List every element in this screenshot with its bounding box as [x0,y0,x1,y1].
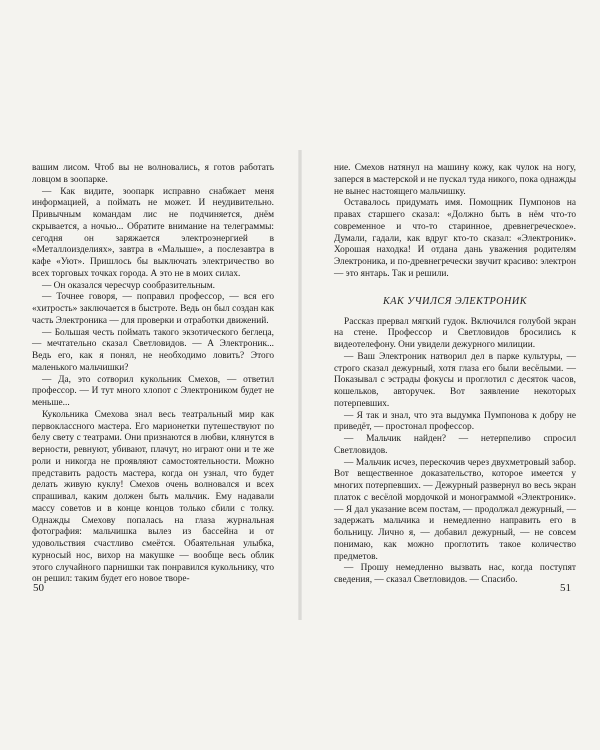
paragraph: Рассказ прервал мягкий гудок. Включился голубой экран на стене. Профессор и Светловидов бросились к видеотелефону. Они увидели дежурного милиции. [334,316,576,350]
paragraph: Кукольника Смехова знал весь театральный мир как первоклассного мастера. Его марионетки путешествуют по белу свету с театрами. Они признаются в любви, клянутся в верности, ревнуют, убивают, плачут, но играют они и те же роли и никогда не проявляют самостоятельности. Можно представить радость мастера, когда он узнал, что будет делать живую куклу! Смехов очень волновался и всех спрашивал, каким должен быть мальчик. Ему надавали массу советов и в конце концов только сбили с толку. Однажды Смехову попалась на глаза журнальная фотография: мальчишка вылез из бассейна и от удовольствия счастливо смеётся. Обаятельная улыбка, курносый нос, вихор на макушке — вообще весь облик этого случайного парнишки так понравился кукольнику, что он решил: таким будет его новое творе- [32,409,274,585]
page-number-right: 51 [560,582,571,594]
paragraph: — Большая честь поймать такого экзотического беглеца, — мечтательно сказал Светловидов. — А Электроник... Ведь его, как я понял, не необходимо ловить? Этого маленького мальчишки? [32,327,274,373]
paragraph: — Прошу немедленно вызвать нас, когда поступят сведения, — сказал Светловидов. — Спасибо. [334,563,576,585]
left-page-text [32,163,274,586]
paragraph: — Мальчик найден? — нетерпеливо спросил Светловидов. [334,434,576,456]
page-number-left: 50 [33,582,44,594]
paragraph: — Мальчик исчез, перескочив через двухметровый забор. Вот вещественное доказательство, которое имеется у многих потерпевших. — Дежурный развернул во весь экран платок с весёлой мордочкой и монограммой «Электроник». — Я дал указание всем постам, — продолжал дежурный, — задержать мальчика и немедленно направить его в больницу. Лично я, — добавил дежурный, — не совсем понимаю, как можно проглотить такое количество предметов. [334,457,576,562]
paragraph: — Точнее говоря, — поправил профессор, — вся его «хитрость» заключается в быстроте. Ведь он был создан как часть Электроника — для проверки и отработки движений. [32,292,274,326]
paragraph: ние. Смехов натянул на машину кожу, как чулок на ногу, заперся в мастерской и не пускал туда никого, пока однажды не вынес настоящего мальчишку. [334,163,576,197]
paragraph: Оставалось придумать имя. Помощник Пумпонов на правах старшего сказал: «Должно быть в нём что-то современное и что-то старинное, древнегреческое». Думали, гадали, как вдруг кто-то сказал: «Электроник». Хорошая находка! И отдана дань уважения родителям Электроника, и по-древнегречески звучит красиво: электрон — это янтарь. Так и решили. [334,198,576,279]
paragraph: — Я так и знал, что эта выдумка Пумпонова к добру не приведёт, — простонал профессор. [334,410,576,433]
paragraph: — Как видите, зоопарк исправно снабжает меня информацией, а поймать не может. И неудивительно. Привычным командам лис не подчиняется, днём скрывается, а ночью... Обратите внимание на телеграммы: сегодня он заряжается электроэнергией в «Металлоизделиях», завтра в «Малыше», а послезавтра в кафе «Уют». Пришлось бы выключать электричество во всех торговых точках города. А это не в моих силах. [32,186,274,279]
paragraph: вашим лисом. Чтоб вы не волновались, я готов работать ловцом в зоопарке. [32,163,274,185]
right-page-text [334,163,576,587]
right-page [300,0,600,750]
paragraph: — Да, это сотворил кукольник Смехов, — ответил профессор. — И тут много хлопот с Электроником будет не меньше... [32,374,274,408]
chapter-title: КАК УЧИЛСЯ ЭЛЕКТРОНИК [383,295,527,307]
paragraph: — Ваш Электроник натворил дел в парке культуры, — строго сказал дежурный, хотя глаза его были весёлыми. — Показывал с эстрады фокусы и проглотил с десяток часов, кошельков, авторучек. Вот заявление некоторых потерпевших. [334,351,576,409]
paragraph: — Он оказался чересчур сообразительным. [42,280,216,291]
